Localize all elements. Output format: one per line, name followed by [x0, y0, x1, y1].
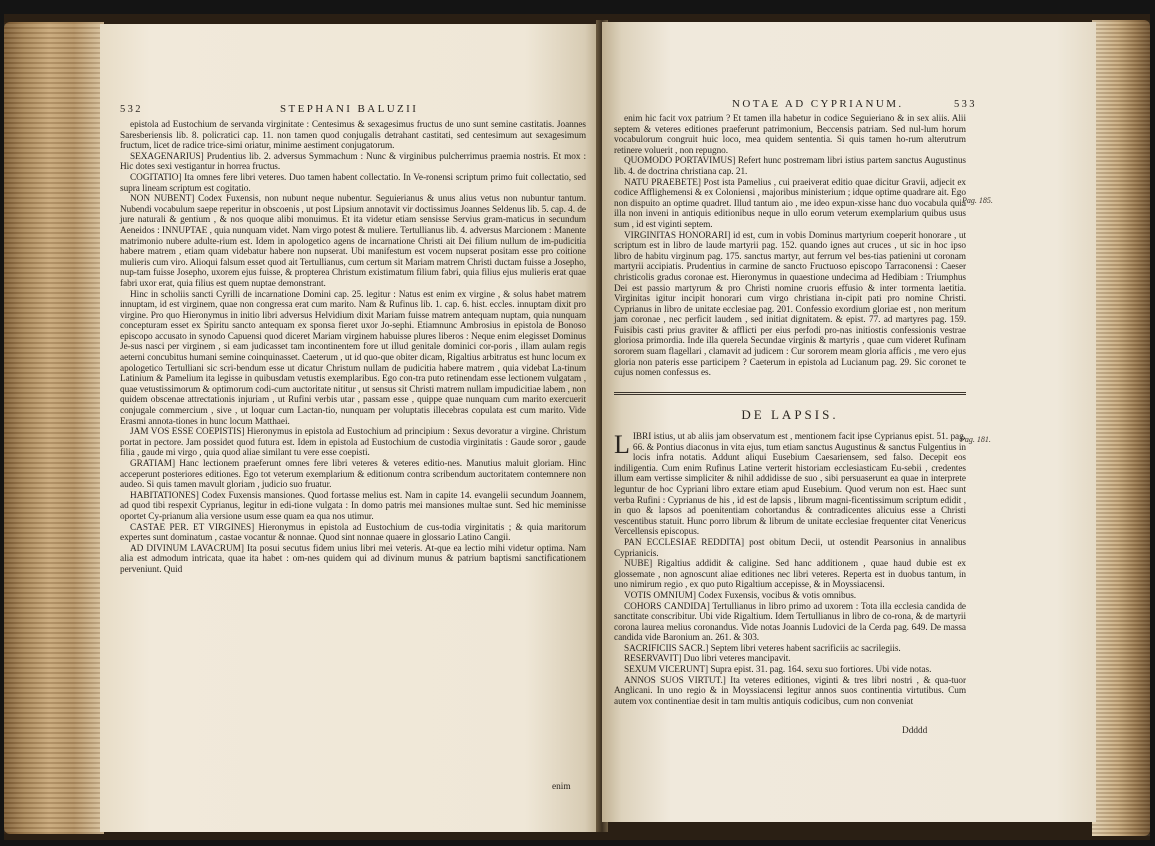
right-catchword: Ddddd	[902, 726, 928, 736]
paragraph: SACRIFICIIS SACR.] Septem libri veteres habent sacrificiis ac sacrilegiis.	[624, 643, 901, 654]
paragraph: COGITATIO] Ita omnes fere libri veteres. Duo tamen habent collectatio. In Ve-ronensi scriptum primo fuit collectatio, sed supra lineam scriptum est cogitatio.	[120, 172, 586, 194]
open-book	[4, 14, 1150, 840]
paragraph: HABITATIONES] Codex Fuxensis mansiones. Quod fortasse melius est. Nam in capite 14. evangelii secundum Joannem, ad quod tibi respexit Cyprianus, legitur in edi-tione vulgata : In domo patris mei mansiones multae sunt. Sed hic meminisse oportet Cy-prianum alia versione usum esse quam ea qua nos utimur.	[120, 490, 586, 522]
paragraph: Hinc in scholiis sancti Cyrilli de incarnatione Domini cap. 25. legitur : Natus est enim ex virgine , & solus habet matrem innuptam, id est virginem, quae non congressa erat cum marito. Nam & Rufinus lib. 1. cap. 6. hist. eccles. innuptam dixit pro virgine. Pro quo Hieronymus in initio libri adversus Helvidium dixit Mariam fuisse matrem antequam nuptam, quia nunquam concepturam esset ex Spiritu sancto antequam ex sponsa fieret uxor Jo-sephi. Etiamnunc Ambrosius in epistola de Bonoso episcopo accusato in synodo Capuensi quod diceret Mariam virginem habuisse plures liberos : Neque enim elegisset Dominus Je-sus nasci per virginem , si eam judicasset tam incontinentem fore ut illud genitale dominici cor-poris , illam aulam regis aeterni concubitus humani semine coinquinasset. Caeterum , ut id quo-que obiter dicam, Rigaltius arbitratus est hunc locum ex apologetico Tertulliani sic scri-bendum esse ut dicatur Christum nullam de pudicitia habere matrem , quia videbat La-tinum Latinium & Pamelium ita legisse in quibusdam vetustis exemplaribus. Ego con-tra puto retinendam esse lectionem vulgatam , quae vetustissimorum & optimorum codi-cum auctoritate nititur , ut sensus sit Christi matrem nullam impudicitiae labem , non quidem obscenae attrectationis injuriam , ut Rufini verbis utar , passam esse , quippe quae nunquam cum marito exercuerit conjugale commercium , sive , ut loquar cum Lactan-tio, nunquam per voluptatis illecebras copulata est cum marito. Vide Erasmi annota-tiones in hunc locum Matthaei.	[120, 289, 586, 427]
paragraph	[614, 432, 966, 538]
left-text-column	[120, 120, 586, 576]
paragraph-text: IBRI istius, ut ab aliis jam observatum est , mentionem facit ipse Cyprianus epist. 51. pag. 66. & Pontius diaconus in vita ejus, tum etiam sanctus Augustinus & sanctus Fulgentius in locis infra notatis. Addunt aliqui Eusebium Caesariensem, sed falso. Decepit eos indiligentia. Cum enim Rufinus Latine verterit historiam ecclesiasticam Eu-sebii , credentes illum eam vertisse simpliciter & nihil addidisse de suo , sibi persuaserunt ea quae in interprete leguntur de hoc Cypriani libro extare etiam apud Eusebium. Quod verum non est. Haec sunt verba Rufini : Cyprianus de his , id est de lapsis , librum magni-ficentissimum scriptum edidit , in quo & lapsos ad poenitentiam cohortandus & contradicentes alicuius esse a Christi vescentibus statuit. Hunc porro librum & librum de unitate ecclesiae frequenter citat Venericus Vercellensis episcopus.	[614, 432, 966, 538]
paragraph: NON NUBENT] Codex Fuxensis, non nubunt neque nubentur. Seguierianus & unus alius vetus non nubuntur tantum. Nubendi vocabulum saepe reperitur in obscoenis , ut post Lipsium annotavit vir doctissimus Joannes Seldenus lib. 5. cap. 4. de jure naturali & gentium , & nos quoque alibi monuimus. Et ita videtur etiam sensisse Servius gram-maticus in secundum Aeneidos : INNUPTAE , quia nunquam videt. Nam virgo potest & muliere. Tertullianus lib. 4. adversus Marcionem : Manente matrimonio nubere adulte-rium est. Idem in apologetico agens de incarnatione Christi ait Dei filium nullum de im-pudicitia habere matrem , etiam quam videbatur habere non nupserat. Ubi manifestum est vocem nupserat positam esse pro coitione mulieris cum viro. Alioqui falsum esset quod ait Tertullianus, cum certum sit Mariam matrem Christi ductam fuisse a Josepho, nup-tam fuisse Josepho, uxorem ejus fuisse, & propterea Christum existimatum filium fabri, quia filius ejus mulieris erat quae fabri uxor erat, quia filius est quem nuptae demonstrant.	[120, 194, 586, 289]
paragraph: VOTIS OMNIUM] Codex Fuxensis, vocibus & votis omnibus.	[624, 590, 857, 601]
left-page-number: 532	[120, 104, 143, 115]
paragraph: epistola ad Eustochium de servanda virginitate : Centesimus & sexagesimus fructus de uno sunt semine castitatis. Joannes Saresberiensis lib. 8. policratici cap. 11. non tamen quod conjugalis detrahant castitati, sed centesimum aut sexagesimum fructum, licet de radice trice-simi oriatur, minime aestiment conjugatorum.	[120, 120, 586, 152]
paragraph: SEXUM VICERUNT] Supra epist. 31. pag. 164. sexu suo fortiores. Ubi vide notas.	[624, 665, 932, 676]
paragraph: QUOMODO PORTAVIMUS] Refert hunc postremam libri istius partem sanctus Augustinus lib. 4. de doctrina christiana cap. 21.	[614, 156, 966, 177]
paragraph: GRATIAM] Hanc lectionem praeferunt omnes fere libri veteres & veteres editio-nes. Manutius maluit gloriam. Hinc acceperunt posteriores editiones. Ego tot veterum exemplarium & editionum contra scribendum auctoritatem contemnere non audeo. Si quis tamen mavult gloriam , judicio suo fruatur.	[120, 459, 586, 491]
right-text-column	[614, 114, 966, 379]
paragraph: ANNOS SUOS VIRTUT.] Ita veteres editiones, viginti & tres libri nostri , & qua-tuor Anglicani. In uno regio & in Moyssiacensi legitur annos suos continentia virtutibus. Cum autem vox continentiae desit in tam multis antiquis codicibus, cum non conveniat	[614, 675, 966, 707]
left-running-head: STEPHANI BALUZII	[280, 103, 419, 115]
right-page-edges	[1092, 20, 1150, 836]
paragraph: enim hic facit vox patrium ? Et tamen illa habetur in codice Seguieriano & in sex aliis. Alii septem & veteres editiones praeferunt patrimonium, Beccensis patriam. Sed nul-lum horum vocabulorum congruit huic loco, mea quidem sententia. Si quis tamen ho-rum alterutrum retinere voluerit , non repugno.	[614, 114, 966, 156]
margin-note: Pag. 185.	[962, 196, 993, 205]
paragraph: CASTAE PER. ET VIRGINES] Hieronymus in epistola ad Eustochium de cus-todia virginitatis ; & quia maritorum expertes sunt dominatum , castae vocantur & nonnae. Quod sint nonnae quaere in glossario Latino Cangii.	[120, 522, 586, 544]
right-page-number: 533	[954, 99, 977, 110]
paragraph: JAM VOS ESSE COEPISTIS] Hieronymus in epistola ad Eustochium ad principium : Sexus devoratur a virgine. Christum portat in pectore. Jam possidet quod futura est. Idem in epistola ad Eustochium de custodia virginitatis : Gaude soror , gaude filia , gaude mi virgo , quia quod aliae similant tu vere esse coepisti.	[120, 427, 586, 459]
left-page	[100, 24, 600, 832]
section-text-column	[614, 432, 966, 707]
right-page	[602, 22, 1096, 822]
left-catchword: enim	[552, 782, 571, 792]
margin-note: Pag. 181.	[960, 435, 991, 444]
paragraph: COHORS CANDIDA] Tertullianus in libro primo ad uxorem : Tota illa ecclesia candida de sanctitate conscribitur. Ubi vide Rigaltium. Idem Tertullianus in libro de co-rona, & de martyrii corona laurea melius coronandus. Vide notas Joannis Ludovici de la Cerda pag. 649. De massa candida vide Baronium an. 261. & 303.	[614, 601, 966, 644]
paragraph: RESERVAVIT] Duo libri veteres mancipavit.	[624, 654, 791, 665]
paragraph: VIRGINITAS HONORARI] id est, cum in vobis Dominus martyrium coeperit honorare , ut scriptum est in libro de laude martyrii pag. 152. quando ignes aut cruces , ut sic in hoc ipso libro de habitu virginum pag. 175. sanctus martyr, aut ferrum vel bes-tias patienini ut coronam martyrii accipiatis. Prudentius in carmine de sancto Fructuoso episcopo Tarraconensi : Caeser christicolis gradus coronae est. Hieronymus in quaestione undecima ad Hedibiam : Triumphus Dei est passio martyrum & pro Christi nomine cruoris effusio & inter tormenta laetitia. Virginitas igitur incipit honorari cum virgo christiana in-cipit pati pro nomine Christi. Cyprianus in libro de unitate ecclesiae pag. 201. Confessio exordium gloriae est , non meritum jam coronae , nec perficit laudem , sed initiat dignitatem. & epist. 77. ad martyres pag. 159. Fuisibis casti prius graviter & afflicti per eius perfodi pro-nas initiostis confessionis vestrae gloriosa primordia. Inde illa querela Secundae virginis & martyris , quae cum videret Rufinam sororem suam flagellari , clamavit ad judicem : Cur sororem meam gloria afficis , me vero ejus gloria non pateris esse participem ? Caeterum in epistola ad Lucianum pag. 29. Sic coronet te cujus nomen confessus es.	[614, 230, 966, 379]
paragraph: SEXAGENARIUS] Prudentius lib. 2. adversus Symmachum : Nunc & virginibus pulcherrimus praemia nostris. Et mox : Hic dotes sexi vestigantur in horrea fructus.	[120, 151, 586, 173]
section-rule	[614, 392, 966, 393]
paragraph: NUBE] Rigaltius addidit & caligine. Sed hanc additionem , quae haud dubie est ex glossemate , non agnoscunt aliae editiones nec libri veteres. Reperta est in duobus tantum, in uno nimirum regio , ex quo puto Rigaltium accepisse, & in Moyssiacensi.	[614, 559, 966, 591]
paragraph: NATU PRAEBETE] Post ista Pamelius , cui praeiverat editio quae dicitur Gravii, adjecit ex codice Afflighemensi & ex Coloniensi , majoribus ministerium ; idque optime quadrare ait. Ego non dispuito an optime quadret. Illud tantum aio , me ideo expun-xisse hanc duo vocabula quia illa non inveni in antiquis editionibus neque in ullo eorum veterum exemplarium quibus usus sum , id est viginti septem.	[614, 177, 966, 230]
paragraph: PAN ECCLESIAE REDDITA] post obitum Decii, ut ostendit Pearsonius in annalibus Cyprianicis.	[614, 537, 966, 559]
paragraph: AD DIVINUM LAVACRUM] Ita posui secutus fidem unius libri mei veteris. At-que ea lectio mihi videtur optima. Nam alia est admodum intricata, quae ita habet : om-nes quidem qui ad divinum munus & patrium baptismi sanctificationem perveniunt. Quid	[120, 543, 586, 575]
section-title: DE LAPSIS.	[741, 407, 839, 422]
drop-cap: L	[614, 430, 630, 459]
section-rule	[614, 394, 966, 395]
right-running-head: NOTAE AD CYPRIANUM.	[732, 98, 904, 110]
left-page-edges	[4, 22, 104, 834]
